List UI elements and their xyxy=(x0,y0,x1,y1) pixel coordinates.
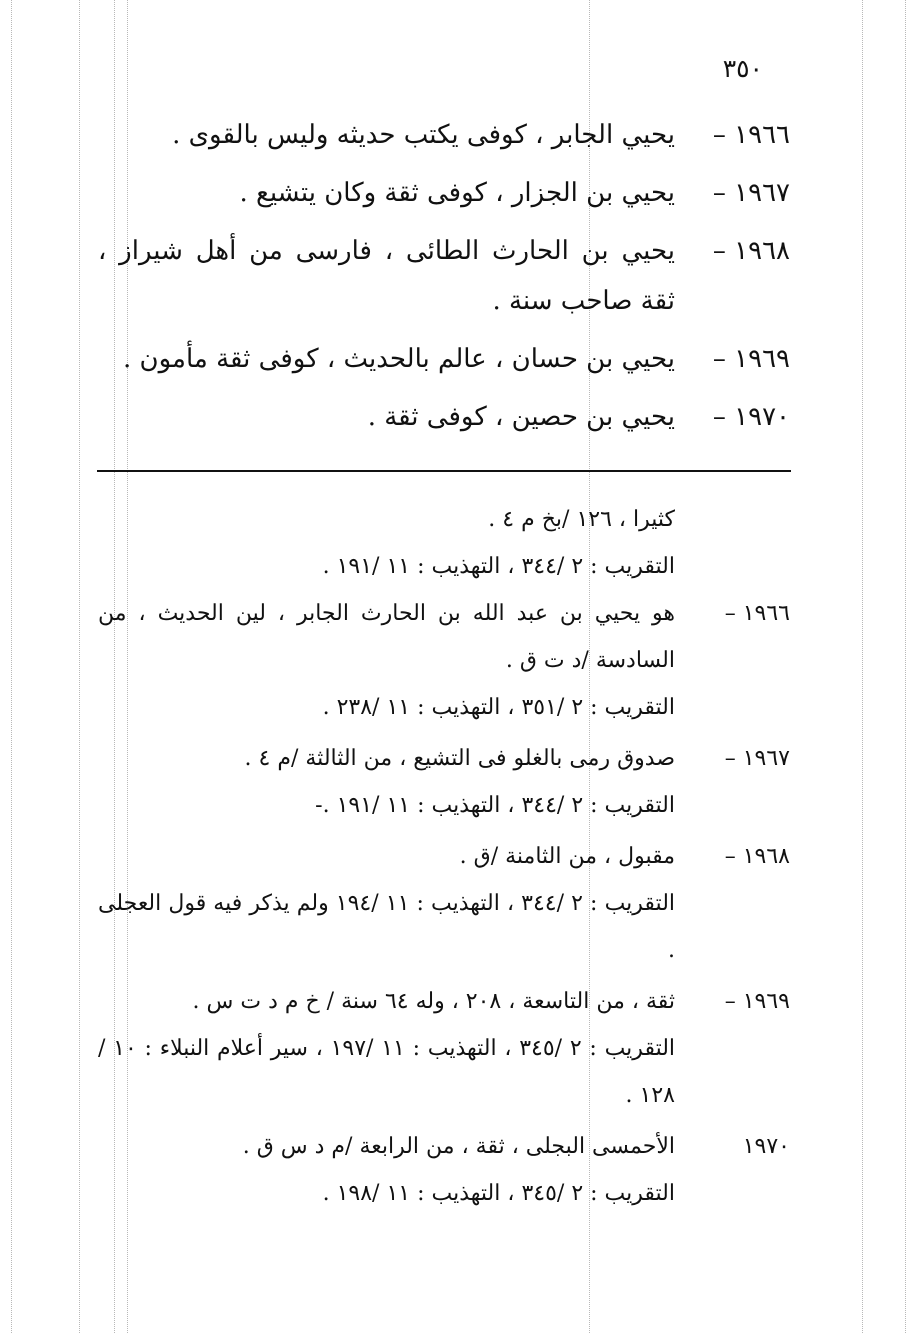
scan-dotted-line xyxy=(11,0,12,1333)
entry-number: ١٩٦٩ – xyxy=(712,344,790,374)
footnote-separator xyxy=(97,470,791,472)
entry-text: يحيي الجابر ، كوفى يكتب حديثه وليس بالقوى . xyxy=(172,120,675,150)
footnote-number: ١٩٦٦ – xyxy=(724,601,790,626)
footnote-body xyxy=(98,978,675,1119)
footnote-body xyxy=(98,735,675,829)
footnote-line: التقريب : ٢ /٣٤٤ ، التهذيب : ١١ /١٩١ .- xyxy=(315,793,675,818)
footnote-body xyxy=(98,590,675,731)
footnote xyxy=(98,1123,788,1217)
footnote-line: مقبول ، من الثامنة /ق . xyxy=(459,844,675,869)
footnote xyxy=(98,833,788,974)
footnote-body xyxy=(98,833,675,974)
footnote-number: ١٩٦٩ – xyxy=(724,989,790,1014)
footnote-line: هو يحيي بن عبد الله بن الحارث الجابر ، لين الحديث ، من السادسة /د ت ق . xyxy=(98,601,675,673)
footnote-line: التقريب : ٢ /٣٤٤ ، التهذيب : ١١ /١٩٤ ولم يذكر فيه قول العجلى . xyxy=(98,891,676,963)
footnote-line: كثيرا ، ١٢٦ /بخ م ٤ . xyxy=(488,507,675,532)
footnote-number: ١٩٦٧ – xyxy=(724,746,790,771)
footnote-line: التقريب : ٢ /٣٤٤ ، التهذيب : ١١ /١٩١ . xyxy=(322,554,675,579)
footnote-continuation xyxy=(98,496,675,590)
entry-number: ١٩٦٧ – xyxy=(712,178,790,208)
footnote-line: التقريب : ٢ /٣٥١ ، التهذيب : ١١ /٢٣٨ . xyxy=(322,695,675,720)
footnotes xyxy=(98,496,788,1221)
footnote-body xyxy=(98,1123,675,1217)
entry-text: يحيي بن الحارث الطائى ، فارسى من أهل شيراز ، ثقة صاحب سنة . xyxy=(98,236,675,316)
footnote xyxy=(98,735,788,829)
entry-text: يحيي بن الجزار ، كوفى ثقة وكان يتشيع . xyxy=(239,178,675,208)
footnote xyxy=(98,590,788,731)
entry xyxy=(98,110,788,160)
entry-text: يحيي بن حصين ، كوفى ثقة . xyxy=(367,402,675,432)
footnote-line: صدوق رمى بالغلو فى التشيع ، من الثالثة /م ٤ . xyxy=(244,746,675,771)
entry xyxy=(98,168,788,218)
scan-dotted-line xyxy=(905,0,906,1333)
entry xyxy=(98,226,788,326)
footnote-line: التقريب : ٢ /٣٤٥ ، التهذيب : ١١ /١٩٧ ، سير أعلام النبلاء : ١٠ /١٢٨ . xyxy=(98,1036,676,1108)
footnote-number: ١٩٦٨ – xyxy=(724,844,790,869)
main-text xyxy=(98,110,788,450)
scan-dotted-line xyxy=(862,0,863,1333)
footnote-number: ١٩٧٠ xyxy=(742,1134,790,1159)
entry-number: ١٩٦٨ – xyxy=(712,236,790,266)
footnote-line: التقريب : ٢ /٣٤٥ ، التهذيب : ١١ /١٩٨ . xyxy=(322,1181,675,1206)
footnote-line: الأحمسى البجلى ، ثقة ، من الرابعة /م د س ق . xyxy=(242,1134,675,1159)
scan-dotted-line xyxy=(79,0,80,1333)
entry-text: يحيي بن حسان ، عالم بالحديث ، كوفى ثقة مأمون . xyxy=(122,344,675,374)
footnote xyxy=(98,978,788,1119)
page-number: ٣٥٠ xyxy=(722,54,763,83)
entry xyxy=(98,392,788,442)
entry-number: ١٩٦٦ – xyxy=(712,120,790,150)
entry xyxy=(98,334,788,384)
footnote-line: ثقة ، من التاسعة ، ٢٠٨ ، وله ٦٤ سنة / خ م د ت س . xyxy=(192,989,675,1014)
entry-number: ١٩٧٠ – xyxy=(712,402,790,432)
